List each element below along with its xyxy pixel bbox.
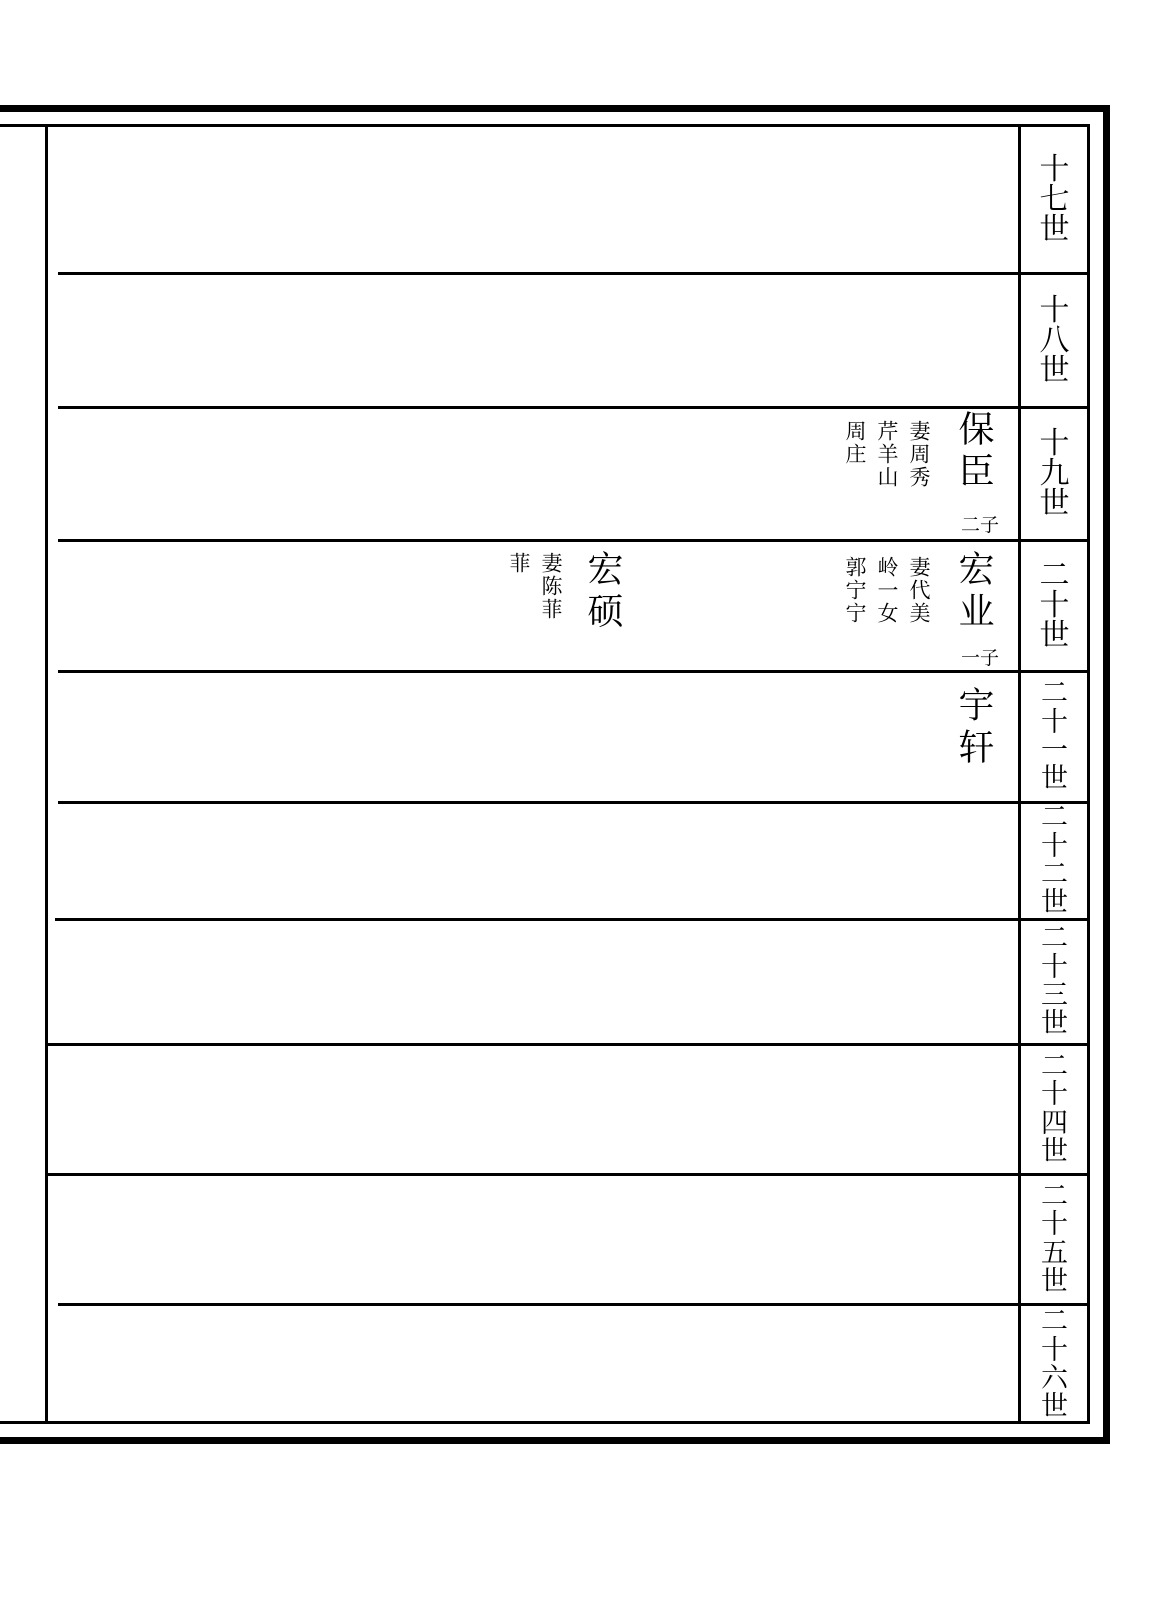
generation-label-text: 二 十 五 世 [1041, 1180, 1068, 1297]
generation-label-text: 二 十 二 世 [1041, 802, 1068, 919]
generation-label-21 [1021, 673, 1088, 801]
row-divider [55, 918, 1090, 921]
row-divider [48, 1173, 1090, 1176]
row-divider [58, 539, 1090, 542]
generation-label-19 [1021, 409, 1088, 539]
row-divider [58, 272, 1090, 275]
generation-label-text: 十 七 世 [1039, 151, 1070, 247]
generation-label-text: 二 十 六 世 [1041, 1306, 1068, 1423]
wife-note-baochen-3: 周庄 [843, 420, 867, 466]
row-divider [58, 406, 1090, 409]
generation-label-25 [1021, 1176, 1088, 1303]
generation-label-text: 十 八 世 [1039, 292, 1070, 388]
sons-count-hongye: 一子 [961, 647, 1000, 669]
row-divider [58, 1303, 1090, 1306]
generation-label-23 [1021, 921, 1088, 1043]
left-border-rule [45, 124, 48, 1424]
person-name-baochen: 保臣 [953, 410, 994, 494]
wife-note-hongye-2: 岭一女 [875, 556, 899, 625]
inner-frame [0, 124, 1090, 1424]
person-name-yuxuan: 宇轩 [953, 686, 994, 770]
row-divider [58, 801, 1090, 804]
generation-label-17 [1021, 127, 1088, 272]
wife-note-hongye-3: 郭宁宁 [843, 556, 867, 625]
generation-label-24 [1021, 1046, 1088, 1173]
wife-note-baochen-1: 妻周秀 [907, 420, 931, 489]
generation-label-22 [1021, 804, 1088, 918]
generation-label-text: 二 十 世 [1039, 558, 1070, 653]
wife-note-baochen-2: 芹羊山 [875, 420, 899, 489]
person-name-hongshuo: 宏硕 [582, 550, 623, 634]
generation-label-text: 二 十 三 世 [1041, 923, 1068, 1040]
wife-note-hongye-1: 妻代美 [907, 556, 931, 625]
person-name-hongye: 宏业 [953, 550, 994, 634]
generation-label-text: 二 十 四 世 [1041, 1050, 1068, 1167]
generation-label-20 [1021, 542, 1088, 670]
row-divider [48, 1043, 1090, 1046]
generation-label-text: 二 十 一 世 [1041, 678, 1068, 795]
generation-label-26 [1021, 1306, 1088, 1424]
wife-note-hongshuo-2: 菲 [507, 552, 531, 575]
generation-label-text: 十 九 世 [1039, 426, 1070, 521]
wife-note-hongshuo-1: 妻陈菲 [539, 552, 563, 621]
generation-label-18 [1021, 275, 1088, 406]
row-divider [58, 670, 1090, 673]
sons-count-baochen: 二子 [961, 514, 1000, 536]
